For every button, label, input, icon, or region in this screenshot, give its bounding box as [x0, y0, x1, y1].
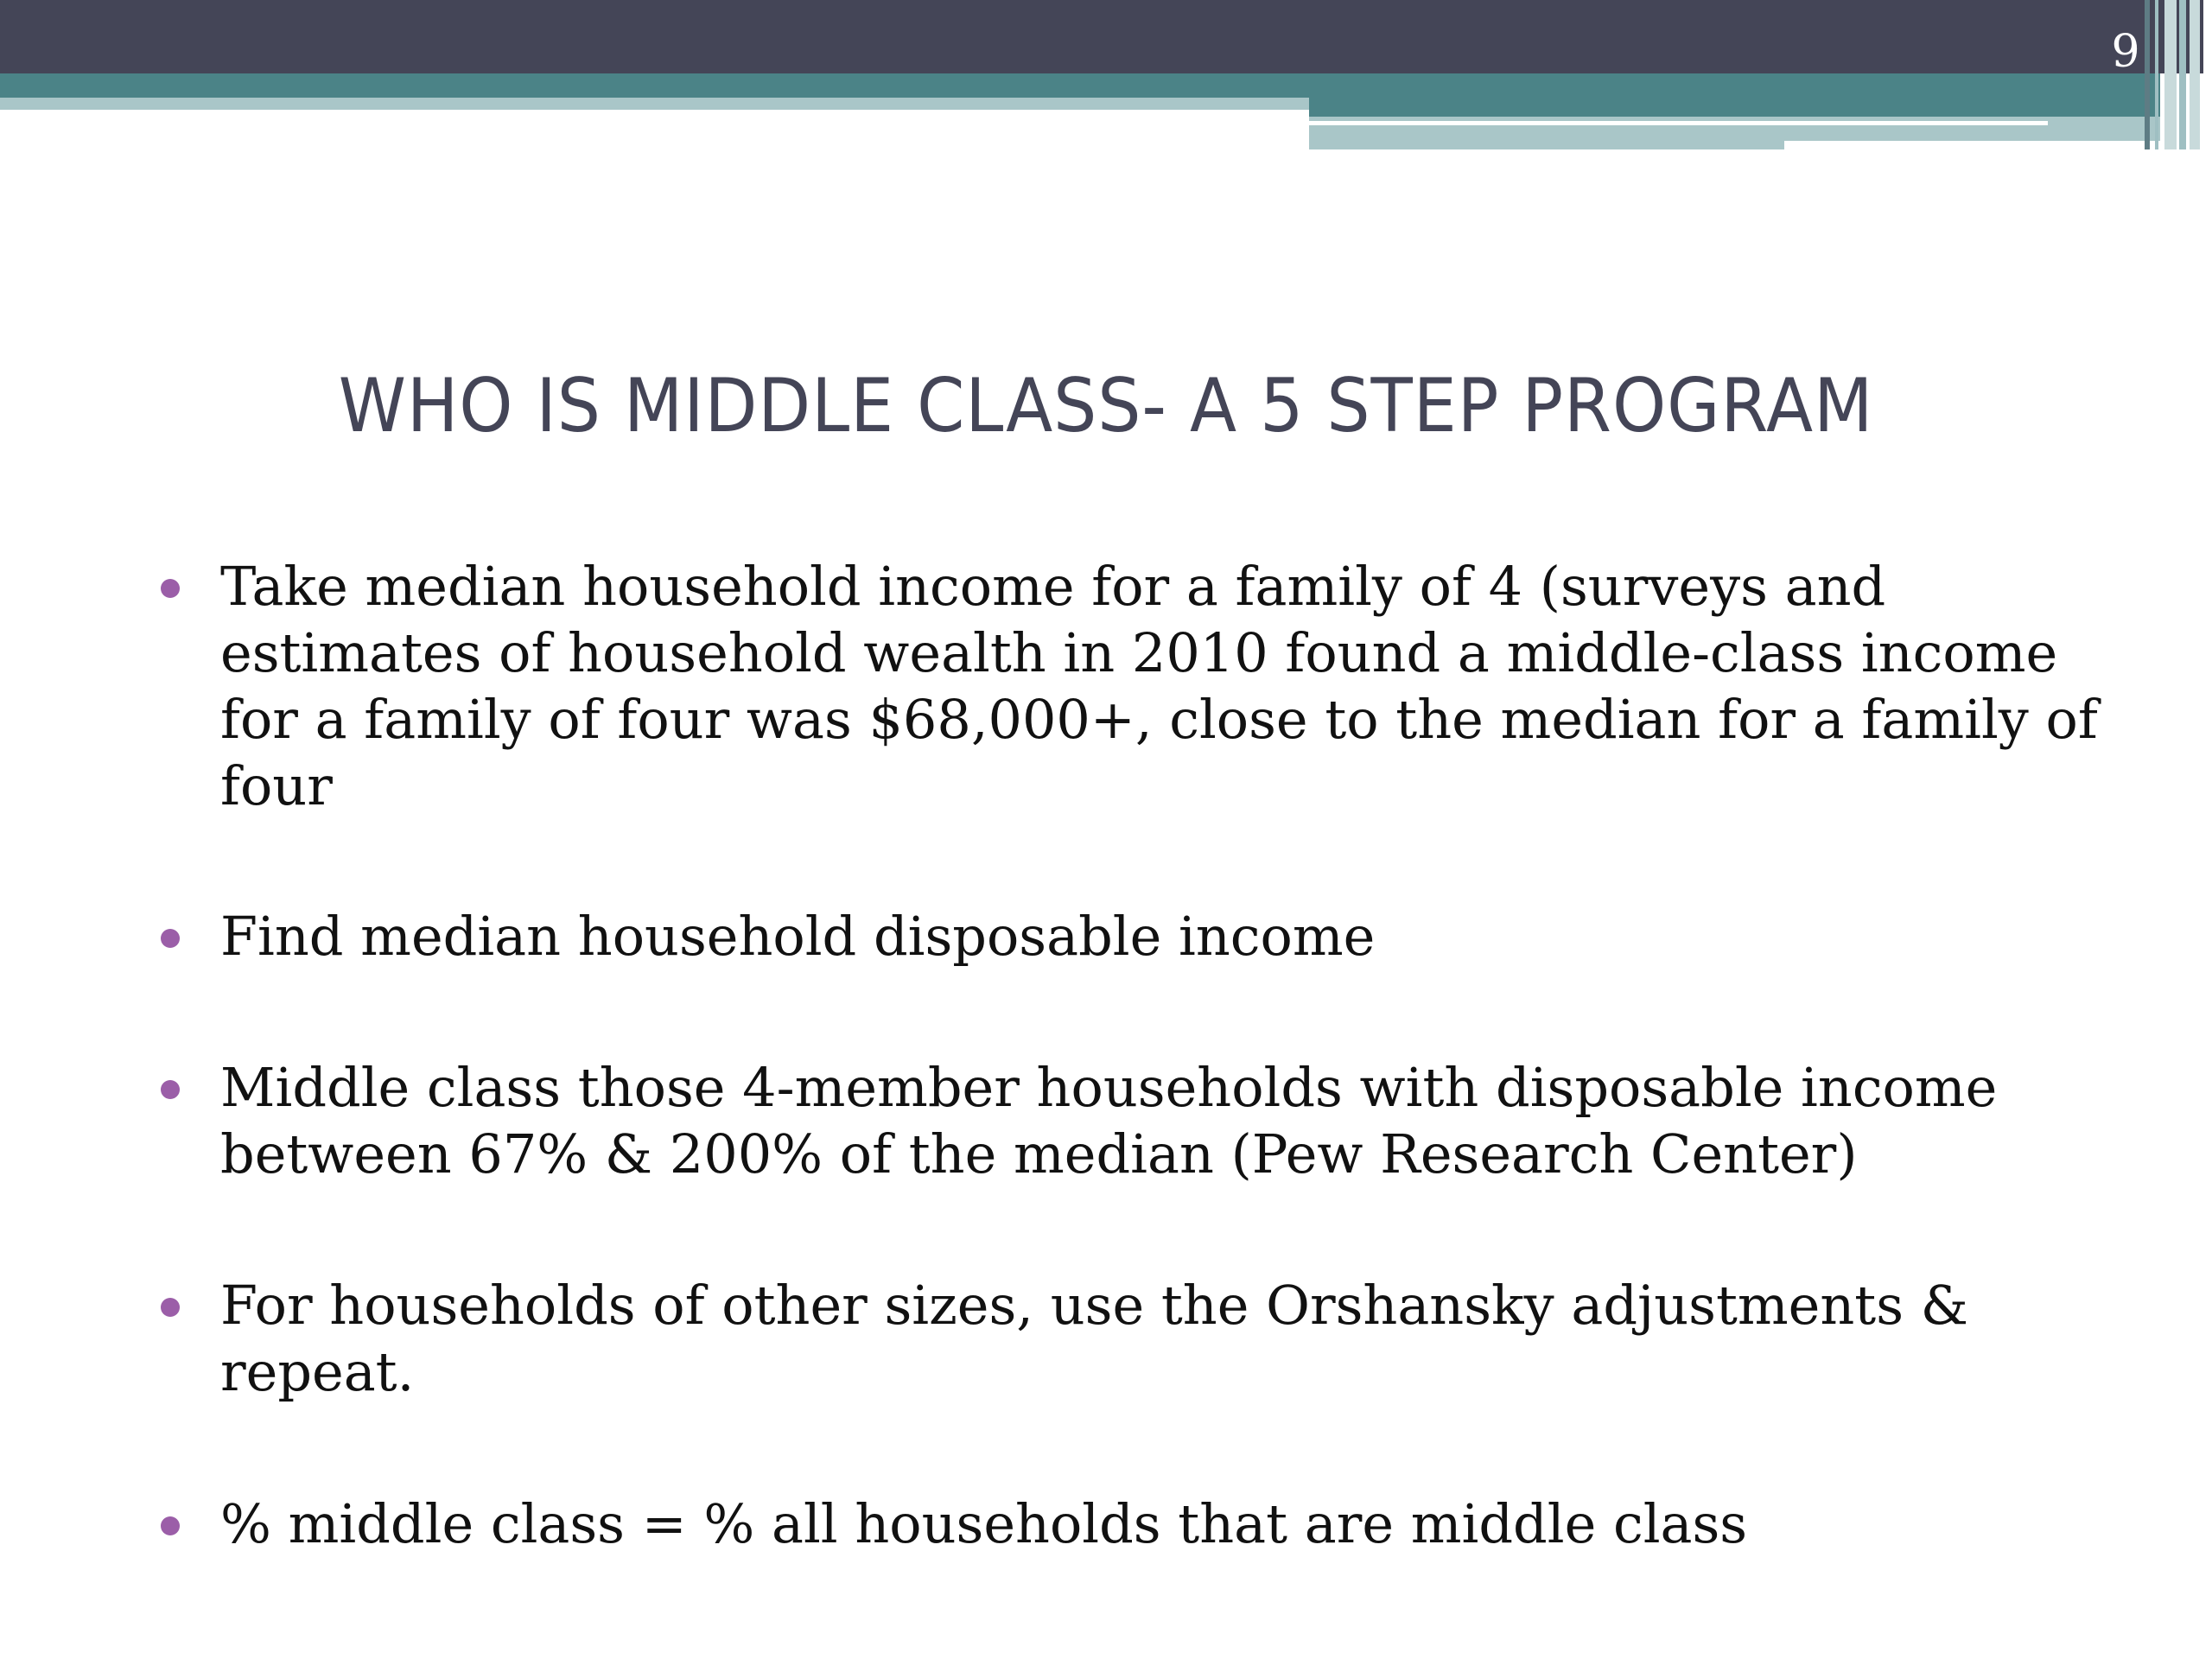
- bullet-text: Take median household income for a family of 4 (surveys and estimates of household wealth in 2010 found a middle-class income for a family of four was $68,000+, close to the median for a family of four: [220, 555, 2098, 817]
- slide-number: 9: [2111, 26, 2140, 78]
- slide-title: WHO IS MIDDLE CLASS- A 5 STEP PROGRAM: [338, 363, 1874, 449]
- bullet-text: For households of other sizes, use the Orshansky adjustments & repeat.: [220, 1274, 1968, 1403]
- bullet-text: Middle class those 4-member households with disposable income between 67% & 200% of the median (Pew Research Center): [220, 1056, 1998, 1185]
- bullet-icon: [161, 929, 180, 948]
- bullet-text: % middle class = % all households that are middle class: [220, 1492, 1748, 1555]
- bullet-icon: [161, 1080, 180, 1099]
- bullet-icon: [161, 1516, 180, 1535]
- bullet-text: Find median household disposable income: [220, 905, 1376, 968]
- bullet-icon: [161, 579, 180, 598]
- bullet-icon: [161, 1298, 180, 1317]
